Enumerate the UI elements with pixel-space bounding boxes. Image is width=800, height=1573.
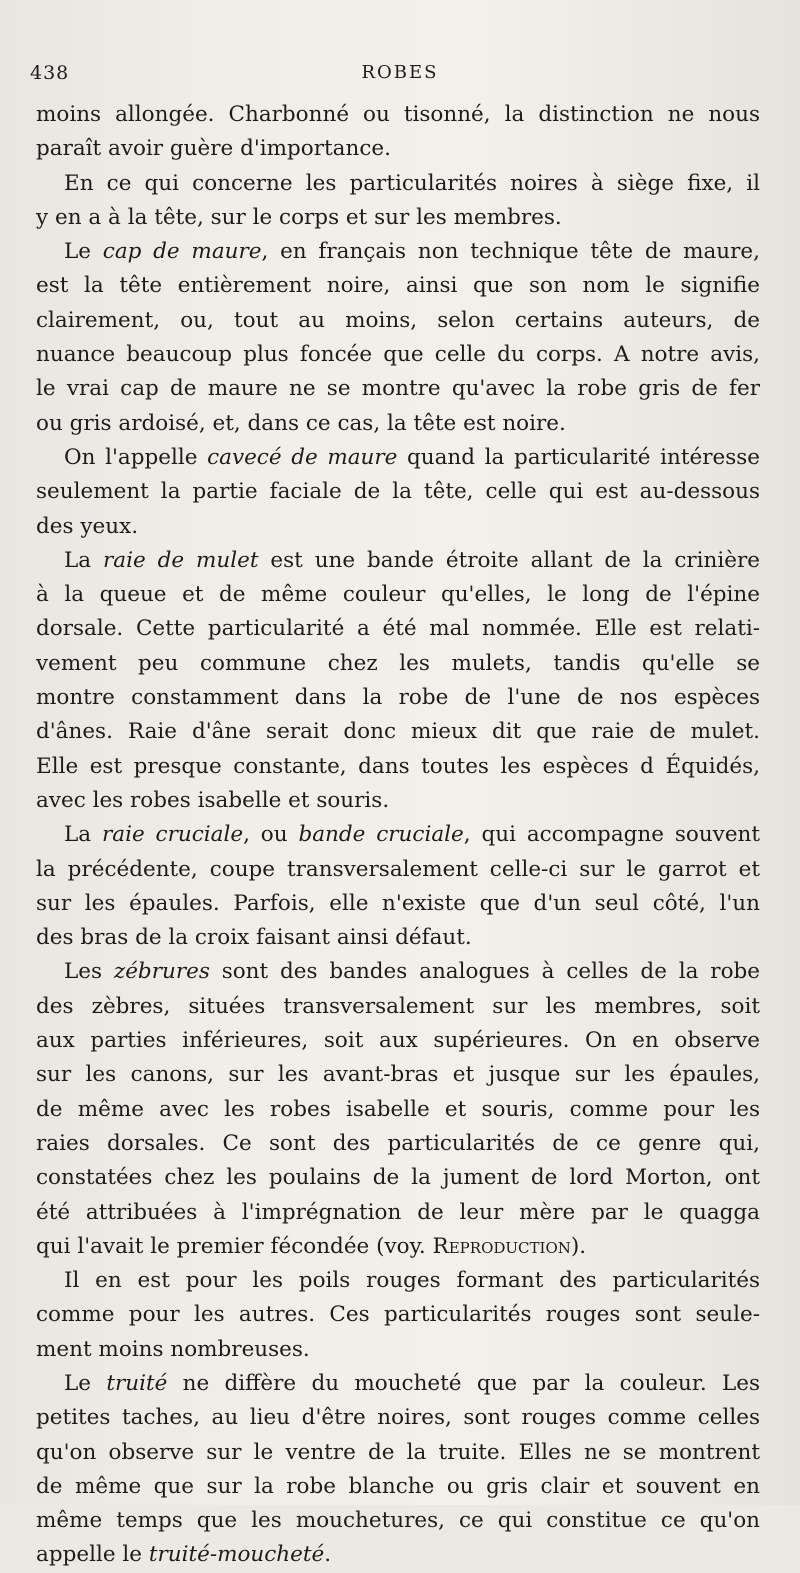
text-line (36, 544, 760, 578)
text-line (36, 269, 760, 303)
text-line (36, 955, 760, 989)
text-line (36, 167, 760, 201)
text-line (36, 338, 760, 372)
text-line (36, 1196, 760, 1230)
text-line (36, 1538, 760, 1572)
text-run: montre constamment dans la robe de l'une de nos espèces (36, 685, 760, 711)
text-run: seulement la partie faciale de la tête, celle qui est au-dessous (36, 479, 760, 505)
text-run: est la tête entièrement noire, ainsi que son nom le signifie (36, 273, 760, 299)
text-run: des bras de la croix faisant ainsi défaut. (36, 925, 472, 951)
text-run: Le (64, 239, 103, 265)
text-run: raies dorsales. Ce sont des particularités de ce genre qui, (36, 1130, 760, 1156)
text-run: constatées chez les poulains de la jument de lord Morton, ont (36, 1165, 760, 1191)
text-run: d'ânes. Raie d'âne serait donc mieux dit que raie de mulet. (36, 719, 760, 745)
text-run: clairement, ou, tout au moins, selon certains auteurs, de (36, 307, 760, 333)
text-run: sur les canons, sur les avant-bras et jusque sur les épaules, (36, 1062, 760, 1088)
text-line (36, 921, 760, 955)
page-number: 438 (30, 62, 70, 84)
text-line (36, 715, 760, 749)
text-run: , ou (243, 822, 299, 848)
text-run: La (64, 822, 102, 848)
page-header (30, 62, 770, 86)
text-run: Le (64, 1370, 107, 1396)
text-run: nuance beaucoup plus foncée que celle du corps. A notre avis, (36, 342, 760, 368)
text-line (36, 1367, 760, 1401)
text-line (36, 1333, 760, 1367)
text-run: Les (64, 959, 114, 985)
running-title: ROBES (361, 62, 439, 83)
text-line (36, 681, 760, 715)
text-run: moins allongée. Charbonné ou tisonné, la distinction ne nous (36, 102, 760, 127)
text-run: de même que sur la robe blanche ou gris clair et souvent en (36, 1473, 760, 1499)
text-line (36, 647, 760, 681)
text-line (36, 990, 760, 1024)
text-line (36, 372, 760, 406)
text-line (36, 1264, 760, 1298)
text-line (36, 475, 760, 509)
text-line (36, 441, 760, 475)
text-run: des zèbres, situées transversalement sur les membres, soit (36, 993, 760, 1019)
text-run: appelle le (36, 1542, 149, 1568)
text-line (36, 1436, 760, 1470)
italic-term: truité (106, 1370, 168, 1396)
text-run: à la queue et de même couleur qu'elles, le long de l'épine (36, 582, 760, 608)
text-line (36, 853, 760, 887)
text-run: dorsale. Cette particularité a été mal nommée. Elle est relati- (36, 616, 760, 642)
italic-term: zébrures (113, 959, 210, 985)
text-run: des yeux. (36, 513, 139, 539)
text-line (36, 612, 760, 646)
text-run: Elle est presque constante, dans toutes les espèces d Équidés, (36, 753, 760, 779)
text-line (36, 304, 760, 338)
text-run: sur les épaules. Parfois, elle n'existe que d'un seul côté, l'un (36, 890, 760, 916)
text-line (36, 750, 760, 784)
text-run: avec les robes isabelle et souris. (36, 787, 390, 813)
text-line (36, 1127, 760, 1161)
italic-term: raie cruciale (101, 822, 244, 848)
text-line (36, 1230, 760, 1264)
text-run: En ce qui concerne les particularités noires à siège fixe, il (64, 170, 760, 196)
text-run: le vrai cap de maure ne se montre qu'avec la robe gris de fer (36, 376, 760, 402)
text-run: paraît avoir guère d'importance. (36, 136, 391, 162)
text-run: même temps que les mouchetures, ce qui constitue ce qu'on (36, 1508, 760, 1534)
text-line (36, 235, 760, 269)
text-run: été attribuées à l'imprégnation de leur mère par le quagga (36, 1199, 760, 1225)
text-line (36, 1161, 760, 1195)
text-line (36, 510, 760, 544)
text-run: de même avec les robes isabelle et souris, comme pour les (36, 1096, 760, 1122)
italic-term: cap de maure (102, 239, 262, 265)
text-line (36, 1093, 760, 1127)
text-run: On l'appelle (64, 444, 208, 470)
italic-term: truité-moucheté (148, 1542, 325, 1568)
text-run: petites taches, au lieu d'être noires, sont rouges comme celles (36, 1405, 760, 1431)
text-line (36, 784, 760, 818)
text-run: ou gris ardoisé, et, dans ce cas, la tête est noire. (36, 410, 566, 436)
text-run: est une bande étroite allant de la crinière (258, 547, 761, 573)
text-line (36, 1504, 760, 1538)
text-run: ). (570, 1233, 587, 1259)
text-run: , qui accompagne souvent (463, 822, 761, 848)
text-line (36, 1470, 760, 1504)
text-line (36, 407, 760, 441)
text-run: quand la particularité intéresse (397, 444, 760, 470)
text-run: sont des bandes analogues à celles de la robe (209, 959, 760, 985)
small-caps-ref: Reproduction (432, 1233, 571, 1259)
text-line (36, 578, 760, 612)
text-line (36, 1024, 760, 1058)
body-text (36, 98, 760, 1573)
italic-term: raie de mulet (103, 547, 259, 573)
text-run: aux parties inférieures, soit aux supérieures. On en observe (36, 1028, 760, 1054)
text-run: qui l'avait le premier fécondée (voy. (36, 1233, 433, 1259)
text-run: Il en est pour les poils rouges formant des particularités (64, 1268, 760, 1294)
text-line (36, 132, 760, 166)
text-line (36, 98, 760, 132)
italic-term: cavecé de maure (207, 444, 398, 470)
text-run: La (64, 547, 104, 573)
italic-term: bande cruciale (298, 822, 464, 848)
text-line (36, 818, 760, 852)
text-run: la précédente, coupe transversalement celle-ci sur le garrot et (36, 856, 760, 882)
text-line (36, 1298, 760, 1332)
text-run: ment moins nombreuses. (36, 1336, 310, 1362)
text-run: , en français non technique tête de maure, (261, 239, 760, 265)
text-run: ne diffère du moucheté que par la couleur. Les (167, 1370, 760, 1396)
text-run: . (324, 1542, 332, 1568)
text-run: qu'on observe sur le ventre de la truite. Elles ne se montrent (36, 1439, 760, 1465)
text-run: y en a à la tête, sur le corps et sur les membres. (36, 204, 562, 230)
text-line (36, 1401, 760, 1435)
text-line (36, 201, 760, 235)
text-line (36, 1058, 760, 1092)
text-run: comme pour les autres. Ces particularités rouges sont seule- (36, 1302, 760, 1328)
text-line (36, 887, 760, 921)
text-run: vement peu commune chez les mulets, tandis qu'elle se (36, 650, 760, 676)
